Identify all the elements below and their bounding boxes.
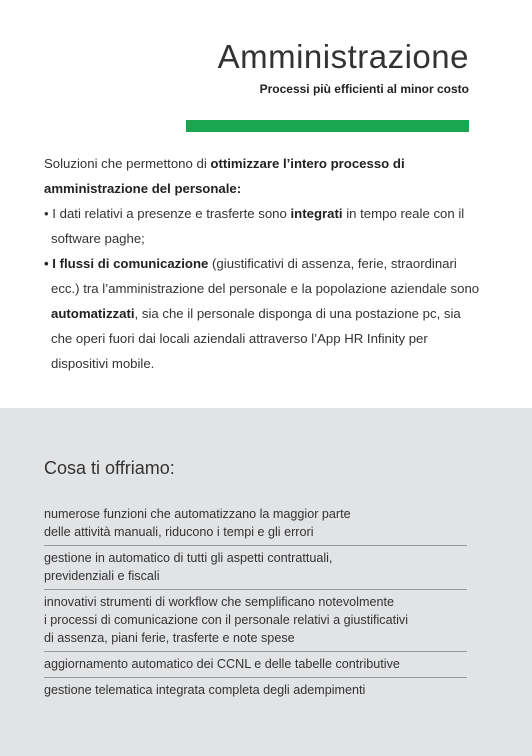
intro-paragraph (44, 151, 484, 201)
intro-bullet-1 (44, 201, 484, 251)
offer-item-line: numerose funzioni che automatizzano la maggior parte (44, 507, 351, 521)
offer-list (44, 505, 467, 703)
offer-item-line: di assenza, piani ferie, trasferte e note spese (44, 631, 295, 645)
offer-section (0, 408, 532, 756)
offer-item (44, 505, 467, 545)
page-title: Amministrazione (217, 38, 469, 75)
page-subtitle: Processi più efficienti al minor costo (259, 82, 469, 96)
bullet-bold: integrati (290, 206, 343, 221)
offer-item-line: innovativi strumenti di workflow che semplificano notevolmente (44, 595, 394, 609)
offer-item (44, 651, 467, 677)
offer-item-line: gestione telematica integrata completa degli adempimenti (44, 683, 366, 697)
intro-text (44, 151, 484, 376)
bullet-bold: automatizzati (51, 306, 135, 321)
accent-bar (186, 120, 469, 132)
offer-item (44, 545, 467, 589)
offer-item-line: delle attività manuali, riducono i tempi e gli errori (44, 525, 314, 539)
bullet-text: , sia che il personale disponga di una postazione pc, sia che operi fuori dai locali aziendali attraverso l’App HR Infinity per dispositivi mobile. (51, 306, 461, 371)
offer-item-line: aggiornamento automatico dei CCNL e delle tabelle contributive (44, 657, 400, 671)
offer-title: Cosa ti offriamo: (44, 458, 175, 478)
bullet-text: in tempo reale con il software paghe; (51, 206, 465, 246)
bullet-bold: • I flussi di comunicazione (44, 256, 209, 271)
offer-item-line: i processi di comunicazione con il personale relativi a giustificativi (44, 613, 408, 627)
intro-text-plain: Soluzioni che permettono di (44, 156, 211, 171)
intro-text-bold: ottimizzare l’intero processo di amministrazione del personale: (44, 156, 405, 196)
intro-bullet-2 (44, 251, 484, 376)
offer-item (44, 677, 467, 703)
bullet-text: (giustificativi di assenza, ferie, straordinari ecc.) tra l’amministrazione del personale e la popolazione aziendale sono (51, 256, 480, 296)
offer-item-line: gestione in automatico di tutti gli aspetti contrattuali, (44, 551, 333, 565)
offer-item-line: previdenziali e fiscali (44, 569, 160, 583)
bullet-text: • I dati relativi a presenze e trasferte sono (44, 206, 291, 221)
offer-item (44, 589, 467, 651)
